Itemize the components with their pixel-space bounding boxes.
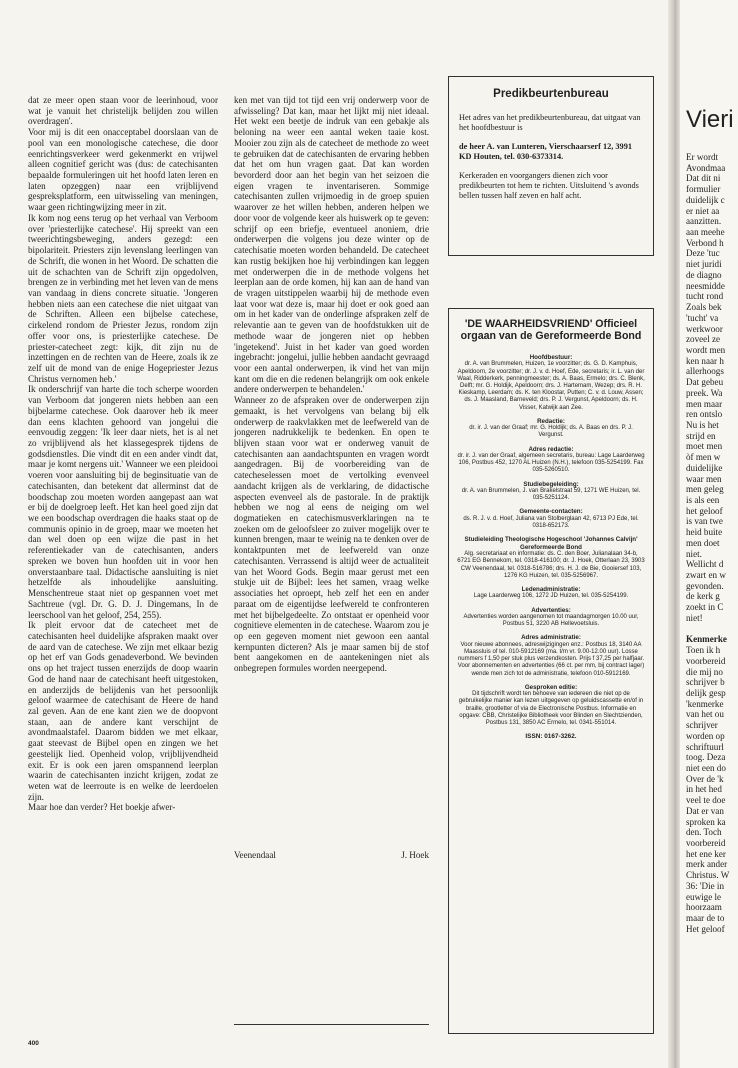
facing-page-line: duidelijke bbox=[686, 462, 723, 473]
facing-page-line: Zoals bek bbox=[686, 302, 722, 313]
facing-page-line: Nu is het bbox=[686, 419, 719, 430]
facing-page-line: Deze 'tuc bbox=[686, 248, 720, 259]
facing-page-line: waar men bbox=[686, 473, 722, 484]
facing-page bbox=[680, 0, 738, 1068]
colophon-box bbox=[448, 308, 654, 1034]
issn-number: ISSN: 0167-3262. bbox=[525, 733, 577, 741]
facing-page-line: de kerk g bbox=[686, 591, 720, 602]
facing-page-line: voorbereid bbox=[686, 655, 726, 666]
colophon-section bbox=[457, 536, 645, 580]
colophon-section bbox=[457, 446, 645, 475]
facing-page-line: die mij no bbox=[686, 666, 723, 677]
colophon-section-body: dr. ir. J. van der Graaf; mr. G. Holdijk; ds. A. Baas en drs. P. J. Vergunst. bbox=[469, 425, 633, 439]
facing-page-line: ken naar h bbox=[686, 355, 724, 366]
colophon-section-body: Dit tijdschrift wordt ten behoeve van iedereen die niet op de gebruikelijke manier kan lezen uitgegeven op geluidscassette en/of in braille, grootletter of via de Electronische Postbus. Informatie en opgave: CBB, Christelijke Bibliotheek voor Blinden en Slechtzienden, Postbus 131, 3850 AC Ermelo, tel. 0341-551014. bbox=[458, 691, 644, 726]
colophon-section-heading: Hoofdbestuur: bbox=[529, 354, 573, 361]
colophon-section-body: ds. R. J. v. d. Hoef, Juliana van Stolberglaan 42, 6713 PJ Ede, tel. 0318-652173. bbox=[463, 515, 639, 530]
colophon-section-body: Voor nieuwe abonnees, adreswijzigingen enz.: Postbus 18, 3140 AA Maassluis of tel. 010-5912169 (ma. t/m vr. 9.00-12.00 uur). Losse nummers f 1,50 per stuk plus verzendkosten. Prijs f 37,25 per halfjaar. Voor abonnementen en advertenties (66 ct. per mm, bij contract lager) wende men zich tot de administratie, telefoon 010-5912169. bbox=[457, 641, 645, 677]
facing-page-line: aan meehe bbox=[686, 227, 725, 238]
facing-page-heading: Vieri bbox=[686, 106, 734, 133]
facing-page-line: toog. Deza bbox=[686, 752, 726, 763]
paragraph: Wanneer zo de afspraken over de onderwerpen zijn gemaakt, is het vervolgens van belang bij elk onderwerp de raakvlakken met de leefwereld van de jongeren nadrukkelijk te bedenken. En open te blijven staan voor wat er onderweg vanuit de catechisanten aan aandachtspunten en vragen wordt aangedragen. Bij de voorbereiding van de catecheselessen moet de vertolking evenveel aandacht krijgen als de verklaring, de didactische aspecten evenveel als de pastorale. In de praktijk hebben we nog al eens de neiging om wel dogmatieken en catechismusverklaringen na te zoeken om de geloofsleer zo zuiver mogelijk over te kunnen brengen, maar te weinig na te denken over de kontaktpunten met de leefwereld van onze catechisanten. Verrassend is altijd weer de actualiteit van het Woord Gods. Begin maar gerust met een stukje uit de Bijbel: lees het samen, vraag welke associaties het oproept, heb zelf het een en ander paraat om de eigentijdse leefwereld te confronteren met het bijbelgedeelte. Zo ontstaat er openheid voor cognitieve elementen in de catechese. Waarom zou je op een gegeven moment niet gewoon een aantal kernpunten dicteren? Als je maar samen bij de stof bent aangekomen en de aantekeningen niet als onbegrepen formules worden neergepend. bbox=[234, 395, 429, 674]
article-column-1 bbox=[28, 95, 218, 1030]
facing-page-line: hoorzaam bbox=[686, 902, 722, 913]
colophon-section-heading: Gemeente-contacten: bbox=[519, 508, 583, 516]
signature-place: Veenendaal bbox=[234, 850, 276, 860]
facing-page-line: neesmidde bbox=[686, 280, 725, 291]
paragraph: dat ze meer open staan voor de leerinhoud, voor wat je vanuit het christelijk belijden zou willen overdragen'. bbox=[28, 95, 218, 127]
colophon-section-body: Alg. secretariaat en informatie: ds. C. den Boer, Julianalaan 34-b, 6721 EG Bennekom, tel. 0318-416100; dr. J. Hoek, Otterlaan 23, 3903 CW Veenendaal, tel. 0318-516786; drs. H. J. de Bie, Gooiersef 103, 1276 KG Huizen, tel. 035-5256967. bbox=[457, 551, 645, 579]
facing-page-line: 'tucht' va bbox=[686, 312, 719, 323]
column-end-rule bbox=[234, 1024, 429, 1025]
paragraph: Ik kom nog eens terug op het verhaal van Verboom over 'priesterlijke catechese'. Hij spreekt van een tweerichtingsbeweging, anders gezegd: een bipolariteit. Priesters zijn levenslang leerlingen van de Schrift, die wonen in het Woord. De schatten die uit de schachten van de Schrift zijn opgedolven, brengen ze in verbinding met het leven van de mens van vandaag in diens concrete situatie. 'Jongeren hebben niets aan een catechese die niet uitgaat van de Schriften. Alleen een bijbelse catechese, cirkelend rondom de Priester Jezus, rondom zijn offer voor ons, is priesterlijke catechese. De priester-catecheet zegt: kijk, dit zijn nu de inzettingen en de rechten van de Heere, zoals ik ze zelf uit de mond van de enige Hogepriester Jezus Christus vernomen heb.' bbox=[28, 212, 218, 384]
page-number: 400 bbox=[28, 1040, 39, 1047]
colophon-title: 'DE WAARHEIDSVRIEND' Officieel orgaan van de Gereformeerde Bond bbox=[460, 318, 642, 342]
facing-page-line: de diagno bbox=[686, 269, 722, 280]
colophon-section-heading: Studieleiding Theologische Hogeschool 'Johannes Calvijn' Gereformeerde Bond bbox=[464, 536, 638, 551]
colophon-section-heading: Redactie: bbox=[537, 417, 565, 425]
facing-page-line: allerhoogs bbox=[686, 366, 724, 377]
facing-page-line: Verbond h bbox=[686, 237, 724, 248]
facing-page-line: schrijver b bbox=[686, 677, 725, 688]
signature-line bbox=[234, 850, 429, 860]
facing-page-line: niet! bbox=[686, 612, 703, 623]
facing-page-line: 36: 'Die in bbox=[686, 880, 725, 891]
facing-page-line: Dat gebeu bbox=[686, 377, 724, 388]
facing-page-line: delijk gesp bbox=[686, 687, 726, 698]
facing-page-line: schrijver bbox=[686, 720, 718, 731]
facing-page-line: merk ander bbox=[686, 859, 728, 870]
colophon-section-body: Lage Laarderweg 106, 1272 JD Huizen, tel. 035-5254199. bbox=[473, 593, 629, 600]
facing-page-line: men geleg bbox=[686, 484, 724, 495]
facing-page-line: men maar bbox=[686, 398, 723, 409]
facing-page-line: men doet bbox=[686, 537, 720, 548]
facing-page-line: Het geloof bbox=[686, 923, 725, 934]
facing-page-line: zwart en w bbox=[686, 570, 726, 581]
colophon-section-heading: Advertenties: bbox=[531, 606, 571, 614]
paragraph: Ik pleit ervoor dat de catecheet met de catechisanten heel duidelijke afspraken maakt over de aard van de catechese. We zijn met elkaar bezig op het erf van Gods genadeverbond. We bevinden ons op het traject tussen enerzijds de doop waarin God de hand naar de catechisant heeft uitgestoken, en anderzijds de belijdenis van het persoonlijk geloof waarmee de catechisant de Heere de hand zal geven. Aan de ene kant zien we de doopvont staan, aan de andere kant verschijnt de avondmaalstafel. Daarom bidden we met elkaar, gaat steevast de Bijbel open en zingen we het geestelijk lied. Openheid volop, vrijblijvendheid exit. Er is ook een jaren omspannend leerplan waarin de catechisanten inzicht krijgen, zodat ze weten wat de leerroute is en welke de leerdoelen zijn. bbox=[28, 620, 218, 802]
facing-page-line: wordt men bbox=[686, 344, 726, 355]
paragraph: Ik onderschrijf van harte die toch scherpe woorden van Verboom dat jongeren niets hebben aan een bijbelarme catechese. Ook daarover heb ik meer dan eens klachten gehoord van jongelui die eenvoudig zeggen: 'Ik leer daar niets, het is al net zo vrijblijvend als het klassegesprek tijdens de godsdienstles. Die vindt dit en een ander vindt dat, maar je komt nergens uit.' Wanneer we een pleidooi voeren voor aansluiting bij de beginsituatie van de catechisanten, dan betekent dat allerminst dat de boodschap zou moeten worden aangepast aan wat er bij de doelgroep leeft. Het kan heel goed zijn dat we een boodschap overdragen die haaks staat op de communis opinio in de groep, maar we moeten het dan wel doen op een wijze die past in het referentiekader van de catechisanten, anders spreken we boven hun hoofden uit in voor hen onverstaanbare taal. Didactische aansluiting is niet hetzelfde als inhoudelijke aansluiting. Menschentreue staat niet op gespannen voet met Sachtreue (vgl. Dr. G. D. J. Dingemans, In de leerschool van het geloof, 254, 255). bbox=[28, 384, 218, 620]
predikbeurten-address: de heer A. van Lunteren, Vierschaarserf 12, 3991 KD Houten, tel. 030-6373314. bbox=[459, 142, 632, 161]
facing-page-line: schriftuurl bbox=[686, 741, 724, 752]
colophon-section bbox=[457, 418, 645, 440]
facing-page-line: gevonden. bbox=[686, 580, 724, 591]
facing-page-line: strijd en bbox=[686, 430, 716, 441]
facing-page-line: duidelijk c bbox=[686, 194, 725, 205]
colophon-section-heading: Studiebegeleiding: bbox=[523, 480, 579, 488]
colophon-section-heading: Adres administratie: bbox=[521, 634, 581, 642]
facing-page-line: is van twe bbox=[686, 516, 723, 527]
facing-page-line: formulier bbox=[686, 184, 721, 195]
facing-page-line: moet men bbox=[686, 441, 723, 452]
facing-page-line: niet. bbox=[686, 548, 702, 559]
facing-page-line: is als een bbox=[686, 495, 720, 505]
colophon-section bbox=[457, 481, 645, 503]
facing-page-line: veel te doe bbox=[686, 795, 726, 806]
facing-page-line: zoveel ze bbox=[686, 334, 721, 345]
colophon-section bbox=[457, 607, 645, 629]
facing-page-column bbox=[686, 152, 738, 934]
colophon-section bbox=[457, 354, 645, 412]
paragraph: ken met van tijd tot tijd een vrij onderwerp voor de afwisseling? Dat kan, maar het lijkt mij niet ideaal. Het wekt een beetje de indruk van een gebakje als beloning na weer een aantal weken taaie kost. Mooier zou zijn als de catecheet de methode zo weet te gebruiken dat de catechisanten de ervaring hebben dat het om hun vragen gaat. Dat kan worden bevorderd door aan het begin van het seizoen die eigen vragen te inventariseren. Sommige catechisanten zullen vrijmoedig in de groep spuien waarover ze het willen hebben, anderen helpen we door voor de volgende keer als huiswerk op te geven: schrijf op een briefje, eventueel anoniem, drie onderwerpen die volgens jou deze winter op de catechisatie moeten worden behandeld. De catecheet kan rustig bekijken hoe hij verbindingen kan leggen met onderwerpen die in de methode volgens het leerplan aan de orde komen, hij kan aan de hand van de vragen uitstippelen waarbij hij de methode even laat voor wat deze is, maar hij doet er ook goed aan om in het kader van de onderlinge afspraken zelf de relevantie aan te geven van de hoofdstukken uit de methode waar de jongeren niet op hebben 'ingetekend'. Juist in het kader van goed worden ingebracht: jongelui, jullie hebben aandacht gevraagd voor een aantal onderwerpen, ik vind het van mijn kant om die en die redenen belangrijk om ook enkele andere onderwerpen te behandelen.' bbox=[234, 95, 429, 395]
facing-page-line: Toen ik h bbox=[686, 645, 721, 656]
colophon-section-body: dr. A. van Brummelen, J. van Brakelstraat 59, 1271 WE Huizen, tel. 035-5251124. bbox=[461, 488, 641, 502]
facing-page-line: Dat dit ni bbox=[686, 173, 721, 184]
colophon-section bbox=[457, 508, 645, 530]
paragraph: Voor mij is dit een onacceptabel doorslaan van de pool van een monologische catechese, die door eenrichtingsverkeer werd gekenmerkt en vrijwel alleen cognitief gericht was (dus: de catechisanten bepaalde formuleringen uit het hoofd laten leren en laten opzeggen) naar een vrijblijvend gespreksplatform, een uitwisseling van meningen, waar geen richtingwijzing meer in zit. bbox=[28, 127, 218, 213]
facing-page-line: heid buite bbox=[686, 527, 723, 538]
facing-page-line: er niet aa bbox=[686, 205, 720, 216]
predikbeurten-title: Predikbeurtenbureau bbox=[493, 88, 609, 100]
facing-page-line: ren ontslo bbox=[686, 409, 723, 420]
facing-page-line: Dat er van bbox=[686, 805, 724, 816]
facing-page-line: het geloof bbox=[686, 505, 723, 516]
article-column-2 bbox=[234, 95, 429, 875]
page-gutter bbox=[668, 0, 680, 1068]
facing-page-line: zoekt in C bbox=[686, 602, 724, 613]
facing-page-line: sproken ka bbox=[686, 816, 726, 827]
facing-page-line: Avondmaa bbox=[686, 162, 726, 173]
facing-page-line: worden op bbox=[686, 730, 725, 741]
facing-page-line: den. Toch bbox=[686, 827, 722, 838]
facing-page-line: Christus. W bbox=[686, 870, 730, 881]
facing-page-line: het ene ker bbox=[686, 848, 726, 859]
facing-page-line: in het hed bbox=[686, 784, 722, 795]
colophon-section bbox=[457, 684, 645, 727]
colophon-section-heading: Gesproken editie: bbox=[524, 683, 578, 691]
facing-page-line: maar de to bbox=[686, 913, 725, 924]
colophon-section-heading: Ledenadministratie: bbox=[521, 585, 581, 593]
predikbeurten-box bbox=[448, 76, 654, 256]
facing-page-line: tucht rond bbox=[686, 291, 724, 302]
predikbeurten-note: Kerkeraden en voorgangers dienen zich voor predikbeurten tot hem te richten. Uitsluitend 's avonds bellen tussen half zeven en half acht. bbox=[459, 171, 639, 200]
facing-page-line: niet juridi bbox=[686, 259, 722, 270]
colophon-section-body: Advertenties worden aangenomen tot maandagmorgen 10.00 uur, Postbus 51, 3220 AB Hellevoetsluis. bbox=[463, 613, 639, 628]
facing-page-line: preek. Wa bbox=[686, 387, 723, 398]
colophon-sections bbox=[457, 354, 645, 727]
facing-page-line: niet een do bbox=[686, 762, 726, 773]
facing-page-line bbox=[686, 624, 738, 635]
facing-page-line: aanzitten. bbox=[686, 216, 722, 227]
colophon-section-body: dr. A. van Brummelen, Huizen, 1e voorzitter; ds. G. D. Kamphuis, Apeldoorn, 2e voorzitter; dr. J. v. d. Hoef, Ede, secretaris; ir. L. van der Waal, Ridderkerk, penningmeester; ds. A. Baas, Ermelo; drs. C. Blenk, Delft; mr. G. Holdijk, Apeldoorn; drs. J. Hartemam, Wezep; drs. R. H. Kieskamp, Leerdam; ds. K. ten Kloostar, Putten; C. v. d. Louw, Assen; ds. J. Maasland, Barneveld; drs. P. J. Vergunst, Apeldoorn; ds. H. Visser, Katwijk aan Zee. bbox=[457, 361, 645, 411]
colophon-section bbox=[457, 586, 645, 601]
predikbeurten-intro: Het adres van het predikbeurtenbureau, dat uitgaat van het hoofdbestuur is bbox=[459, 113, 641, 132]
facing-page-line: euwige le bbox=[686, 891, 722, 902]
facing-page-line: Wellicht d bbox=[686, 559, 724, 570]
facing-page-line: werkwoor bbox=[686, 323, 723, 334]
colophon-section-heading: Adres redactie: bbox=[528, 445, 574, 453]
facing-page-line: 'kenmerke bbox=[686, 698, 724, 709]
facing-page-line: Over de 'k bbox=[686, 773, 724, 784]
facing-page-line: voorbereid bbox=[686, 838, 726, 848]
colophon-section-body: dr. ir. J. van der Graaf, algemeen secretaris, bureau: Lage Laarderweg 106, Postbus 452, 1270 AL Huizen (N.H.), telefoon 035-5254199. Fax 035-5260510. bbox=[457, 453, 645, 474]
signature-author: J. Hoek bbox=[401, 850, 429, 860]
facing-page-line: òf men w bbox=[686, 452, 721, 463]
facing-page-line: Er wordt bbox=[686, 152, 719, 162]
facing-page-line: Kenmerke bbox=[686, 634, 727, 645]
paragraph: Maar hoe dan verder? Het boekje afwer- bbox=[28, 802, 176, 813]
facing-page-line: van het ou bbox=[686, 709, 724, 720]
colophon-section bbox=[457, 634, 645, 677]
